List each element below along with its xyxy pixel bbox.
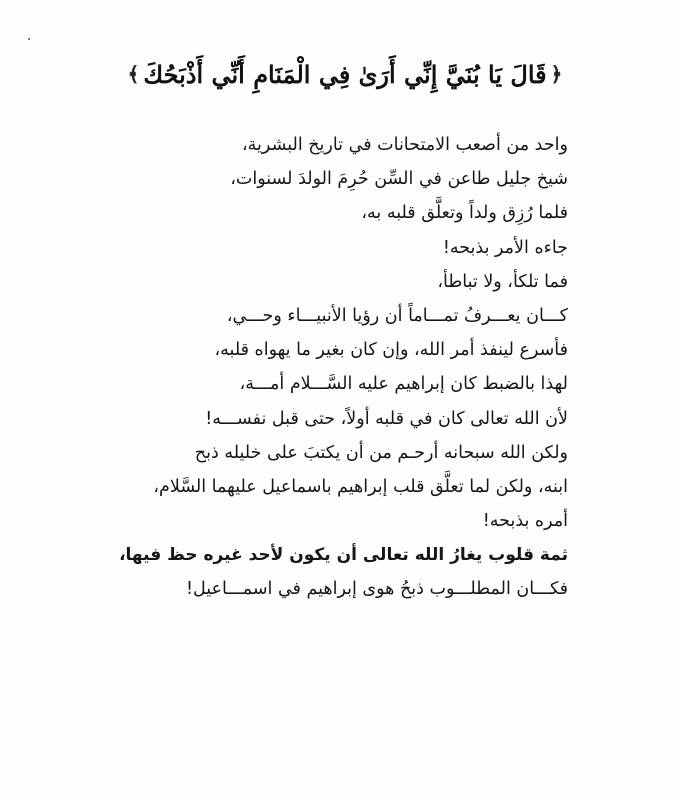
emphasis-line: ثمة قلوب يغارُ الله تعالى أن يكون لأحد غيره حظ فيها، <box>119 545 568 566</box>
ornate-bracket-close-icon: ﴾ <box>127 62 140 86</box>
text-line: ولكن الله سبحانه أرحـم من أن يكتبَ على خليله ذبح <box>194 442 568 463</box>
text-line: فكـــان المطلـــوب ذبحُ هوى إبراهيم في اسمـــاعيل! <box>186 579 568 600</box>
text-line: فأسرع لينفذ أمر الله، وإن كان بغير ما يهواه قلبه، <box>214 340 568 361</box>
text-line: فلما رُزِق ولداً وتعلَّق قلبه به، <box>361 203 568 224</box>
text-line: لأن الله تعالى كان في قلبه أولاً، حتى قبل نفســـه! <box>205 408 568 429</box>
ornate-bracket-open-icon: ﴿ <box>550 62 563 86</box>
scan-speck <box>28 38 30 40</box>
text-line: كـــان يعـــرفُ تمـــاماً أن رؤيا الأنبيـــاء وحـــي، <box>226 305 568 326</box>
text-line: فما تلكأ، ولا تباطأ، <box>437 271 568 292</box>
text-line: لهذا بالضبط كان إبراهيم عليه السَّـــلام أمـــة، <box>239 374 568 395</box>
text-line: واحد من أصعب الامتحانات في تاريخ البشرية، <box>242 135 568 155</box>
text-line: أمره بذبحه! <box>482 511 568 532</box>
verse-text: قَالَ يَا بُنَيَّ إِنِّي أَرَىٰ فِي الْمَنَامِ أَنِّي أَذْبَحُكَ <box>143 59 547 89</box>
text-line: ابنه، ولكن لما تعلَّق قلب إبراهيم باسماعيل عليهما السَّلام، <box>153 476 568 497</box>
text-line: شيخ جليل طاعن في السِّن حُرِمَ الولدَ لسنوات، <box>230 169 568 190</box>
verse-heading <box>127 46 563 102</box>
body-paragraph <box>110 128 568 607</box>
text-line: جاءه الأمر بذبحه! <box>442 237 568 258</box>
